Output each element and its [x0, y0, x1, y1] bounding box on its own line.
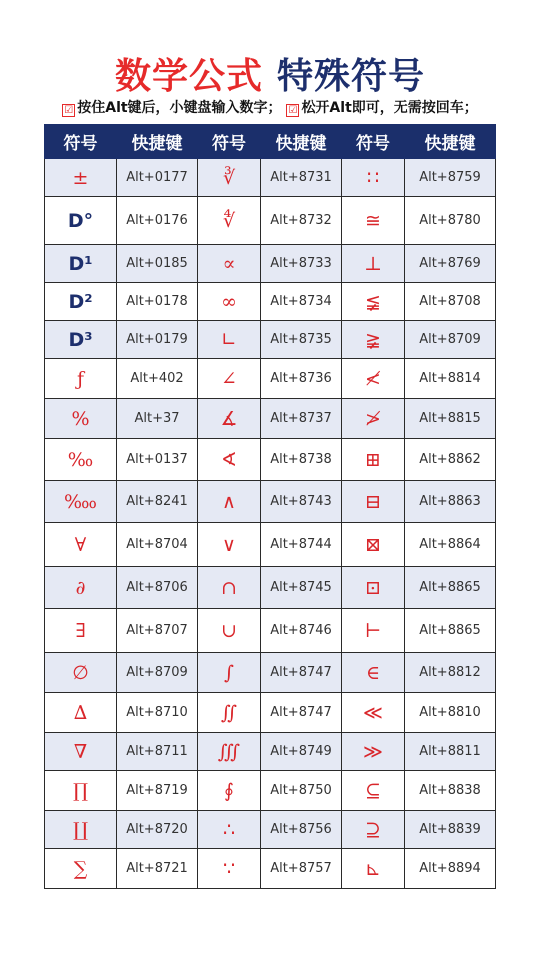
symbol-cell: ƒ — [45, 359, 117, 399]
symbol-cell: ≯ — [342, 399, 405, 439]
symbol-cell: D° — [45, 197, 117, 245]
symbol-cell: ⊇ — [342, 811, 405, 849]
table-row — [45, 609, 496, 653]
symbol-cell: ⊟ — [342, 481, 405, 523]
shortcut-cell: Alt+8721 — [117, 849, 198, 889]
symbol-cell: ∭ — [198, 733, 261, 771]
table-row — [45, 811, 496, 849]
table-row — [45, 523, 496, 567]
table-row — [45, 771, 496, 811]
symbol-cell: ‱ — [45, 481, 117, 523]
symbol-cell: ∴ — [198, 811, 261, 849]
symbol-cell: ∀ — [45, 523, 117, 567]
symbol-cell: ∧ — [198, 481, 261, 523]
symbol-cell: ∨ — [198, 523, 261, 567]
table-row — [45, 693, 496, 733]
shortcut-cell: Alt+8746 — [261, 609, 342, 653]
symbol-cell: % — [45, 399, 117, 439]
title-part-1: 数学公式 — [114, 56, 263, 97]
symbol-cell: ≨ — [342, 283, 405, 321]
symbol-cell: ∷ — [342, 159, 405, 197]
symbol-cell: ∃ — [45, 609, 117, 653]
header-shortcut: 快捷键 — [405, 125, 496, 159]
shortcut-cell: Alt+8865 — [405, 609, 496, 653]
shortcut-cell: Alt+8709 — [117, 653, 198, 693]
symbol-cell: ⊞ — [342, 439, 405, 481]
shortcut-cell: Alt+8720 — [117, 811, 198, 849]
shortcut-cell: Alt+8750 — [261, 771, 342, 811]
shortcut-cell: Alt+0176 — [117, 197, 198, 245]
shortcut-cell: Alt+0179 — [117, 321, 198, 359]
shortcut-cell: Alt+8894 — [405, 849, 496, 889]
shortcut-cell: Alt+8864 — [405, 523, 496, 567]
shortcut-cell: Alt+8731 — [261, 159, 342, 197]
shortcut-cell: Alt+8865 — [405, 567, 496, 609]
shortcut-cell: Alt+8704 — [117, 523, 198, 567]
shortcut-cell: Alt+8812 — [405, 653, 496, 693]
shortcut-cell: Alt+8734 — [261, 283, 342, 321]
symbol-cell: ∵ — [198, 849, 261, 889]
symbol-cell: ± — [45, 159, 117, 197]
table-header-row — [45, 125, 496, 159]
symbol-cell: ⊢ — [342, 609, 405, 653]
instruction-1: 按住Alt键后，小键盘输入数字； — [77, 100, 282, 116]
table-row — [45, 481, 496, 523]
symbol-cell: ≪ — [342, 693, 405, 733]
table-row — [45, 283, 496, 321]
symbol-cell: ≫ — [342, 733, 405, 771]
shortcut-cell: Alt+402 — [117, 359, 198, 399]
shortcut-cell: Alt+8815 — [405, 399, 496, 439]
symbol-cell: ∫ — [198, 653, 261, 693]
shortcut-cell: Alt+8862 — [405, 439, 496, 481]
shortcut-cell: Alt+0178 — [117, 283, 198, 321]
symbol-cell: ⊠ — [342, 523, 405, 567]
instruction-2: 松开Alt即可，无需按回车； — [301, 100, 478, 116]
symbol-cell: ⊡ — [342, 567, 405, 609]
checkbox-icon: ☑ — [62, 104, 75, 117]
symbol-cell: ∪ — [198, 609, 261, 653]
shortcut-cell: Alt+0185 — [117, 245, 198, 283]
shortcut-cell: Alt+8744 — [261, 523, 342, 567]
shortcut-cell: Alt+8756 — [261, 811, 342, 849]
shortcut-cell: Alt+8810 — [405, 693, 496, 733]
shortcut-cell: Alt+8711 — [117, 733, 198, 771]
shortcut-cell: Alt+8241 — [117, 481, 198, 523]
table-row — [45, 321, 496, 359]
shortcut-cell: Alt+8863 — [405, 481, 496, 523]
symbol-cell: ∏ — [45, 771, 117, 811]
checkbox-icon: ☑ — [286, 104, 299, 117]
symbol-cell: D³ — [45, 321, 117, 359]
symbol-cell: ∮ — [198, 771, 261, 811]
symbol-cell: ∇ — [45, 733, 117, 771]
symbol-cell: ∑ — [45, 849, 117, 889]
table-row — [45, 359, 496, 399]
table-row — [45, 653, 496, 693]
shortcut-cell: Alt+8736 — [261, 359, 342, 399]
shortcut-cell: Alt+0137 — [117, 439, 198, 481]
table-row — [45, 197, 496, 245]
table-row — [45, 399, 496, 439]
shortcut-cell: Alt+8747 — [261, 693, 342, 733]
shortcut-cell: Alt+8706 — [117, 567, 198, 609]
table-row — [45, 567, 496, 609]
shortcut-cell: Alt+8710 — [117, 693, 198, 733]
symbol-cell: ‰ — [45, 439, 117, 481]
symbol-cell: ⊥ — [342, 245, 405, 283]
shortcut-cell: Alt+8708 — [405, 283, 496, 321]
shortcut-cell: Alt+0177 — [117, 159, 198, 197]
shortcut-cell: Alt+8707 — [117, 609, 198, 653]
shortcut-cell: Alt+8757 — [261, 849, 342, 889]
symbol-cell: ≩ — [342, 321, 405, 359]
symbol-cell: ⊾ — [342, 849, 405, 889]
symbol-cell: ∅ — [45, 653, 117, 693]
shortcut-cell: Alt+8839 — [405, 811, 496, 849]
symbol-cell: ∛ — [198, 159, 261, 197]
table-row — [45, 439, 496, 481]
shortcut-cell: Alt+8759 — [405, 159, 496, 197]
shortcut-cell: Alt+8735 — [261, 321, 342, 359]
symbol-cell: ∈ — [342, 653, 405, 693]
symbol-cell: D¹ — [45, 245, 117, 283]
shortcut-cell: Alt+8838 — [405, 771, 496, 811]
symbol-cell: D² — [45, 283, 117, 321]
symbol-cell: ∠ — [198, 359, 261, 399]
symbol-cell: ∞ — [198, 283, 261, 321]
shortcut-cell: Alt+8747 — [261, 653, 342, 693]
symbol-shortcut-table — [44, 124, 496, 889]
table-row — [45, 245, 496, 283]
symbol-cell: ≮ — [342, 359, 405, 399]
symbol-cell: ⊆ — [342, 771, 405, 811]
shortcut-cell: Alt+8719 — [117, 771, 198, 811]
instructions — [0, 97, 540, 119]
shortcut-cell: Alt+8738 — [261, 439, 342, 481]
header-symbol: 符号 — [342, 125, 405, 159]
header-shortcut: 快捷键 — [261, 125, 342, 159]
table-row — [45, 159, 496, 197]
shortcut-cell: Alt+8814 — [405, 359, 496, 399]
shortcut-cell: Alt+8769 — [405, 245, 496, 283]
symbol-cell: ∆ — [45, 693, 117, 733]
table-row — [45, 733, 496, 771]
symbol-cell: ∜ — [198, 197, 261, 245]
symbol-cell: ∝ — [198, 245, 261, 283]
shortcut-cell: Alt+8780 — [405, 197, 496, 245]
symbol-cell: ∟ — [198, 321, 261, 359]
symbol-cell: ∬ — [198, 693, 261, 733]
shortcut-cell: Alt+8749 — [261, 733, 342, 771]
header-symbol: 符号 — [198, 125, 261, 159]
shortcut-cell: Alt+37 — [117, 399, 198, 439]
title-part-2: 特殊符号 — [277, 56, 426, 97]
symbol-cell: ∡ — [198, 399, 261, 439]
shortcut-cell: Alt+8743 — [261, 481, 342, 523]
shortcut-cell: Alt+8811 — [405, 733, 496, 771]
shortcut-cell: Alt+8732 — [261, 197, 342, 245]
symbol-cell: ∂ — [45, 567, 117, 609]
symbol-cell: ∩ — [198, 567, 261, 609]
symbol-cell: ∐ — [45, 811, 117, 849]
page-title — [0, 52, 540, 102]
header-shortcut: 快捷键 — [117, 125, 198, 159]
table-row — [45, 849, 496, 889]
shortcut-cell: Alt+8733 — [261, 245, 342, 283]
symbol-cell: ≅ — [342, 197, 405, 245]
shortcut-cell: Alt+8745 — [261, 567, 342, 609]
table-body — [45, 159, 496, 889]
shortcut-cell: Alt+8737 — [261, 399, 342, 439]
header-symbol: 符号 — [45, 125, 117, 159]
symbol-cell: ∢ — [198, 439, 261, 481]
shortcut-cell: Alt+8709 — [405, 321, 496, 359]
